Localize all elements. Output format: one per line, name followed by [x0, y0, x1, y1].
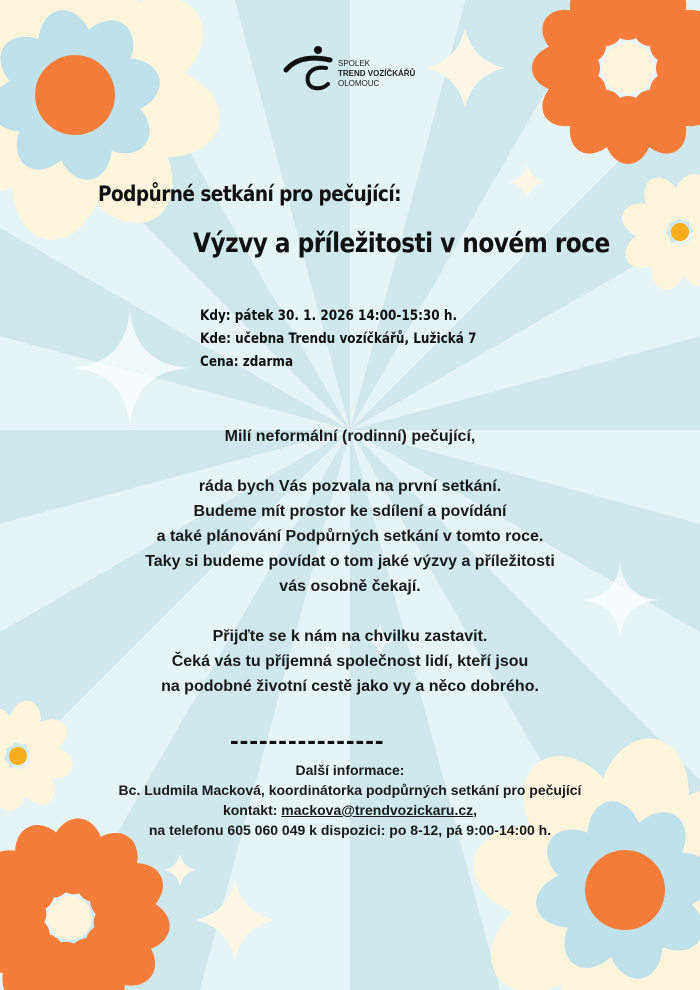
logo-line-1: SPOLEK	[338, 59, 371, 68]
contact-suffix: ,	[473, 802, 478, 818]
phone-hours: na telefonu 605 060 049 k dispozici: po 8-12, pá 9:00-14:00 h.	[148, 822, 552, 838]
paragraph-line: Budeme mít prostor ke sdílení a povídání	[193, 503, 507, 520]
paragraph-line: a také plánování Podpůrných setkání v tomto roce.	[156, 528, 544, 545]
page-title: Podpůrné setkání pro pečující:	[98, 182, 401, 206]
invitation-text	[60, 424, 640, 699]
logo-line-3: OLOMOUC	[338, 79, 380, 88]
paragraph-line: ráda bych Vás pozvala na první setkání.	[198, 478, 502, 495]
email-link[interactable]: mackova@trendvozickaru.cz	[281, 802, 474, 818]
event-where: Kde: učebna Trendu vozíčkářů, Lužická 7	[200, 331, 477, 347]
paragraph-line: Přijďte se k nám na chvilku zastavit.	[212, 628, 488, 645]
page-subtitle: Výzvy a příležitosti v novém roce	[193, 228, 610, 259]
divider: ----------------	[230, 725, 385, 755]
paragraph-line: Čeká vás tu příjemná společnost lidí, kteří jsou	[171, 653, 529, 670]
event-price: Cena: zdarma	[200, 354, 294, 370]
coordinator: Bc. Ludmila Macková, koordinátorka podpůrných setkání pro pečující	[118, 782, 582, 798]
contact-label: kontakt:	[222, 802, 282, 818]
wheelchair-logo-icon	[282, 44, 338, 92]
contact-line	[60, 800, 640, 820]
event-when: Kdy: pátek 30. 1. 2026 14:00-15:30 h.	[200, 308, 458, 324]
paragraph-line: vás osobně čekají.	[279, 578, 421, 595]
contact-heading: Další informace:	[295, 762, 405, 778]
logo-line-2: TREND VOZÍČKÁŘŮ	[338, 69, 416, 78]
greeting: Milí neformální (rodinní) pečující,	[224, 428, 476, 445]
organization-logo	[282, 44, 442, 92]
event-details	[200, 305, 476, 374]
contact-info	[60, 760, 640, 840]
paragraph-line: na podobné životní cestě jako vy a něco dobrého.	[161, 678, 539, 695]
paragraph-line: Taky si budeme povídat o tom jaké výzvy a příležitosti	[145, 553, 555, 570]
